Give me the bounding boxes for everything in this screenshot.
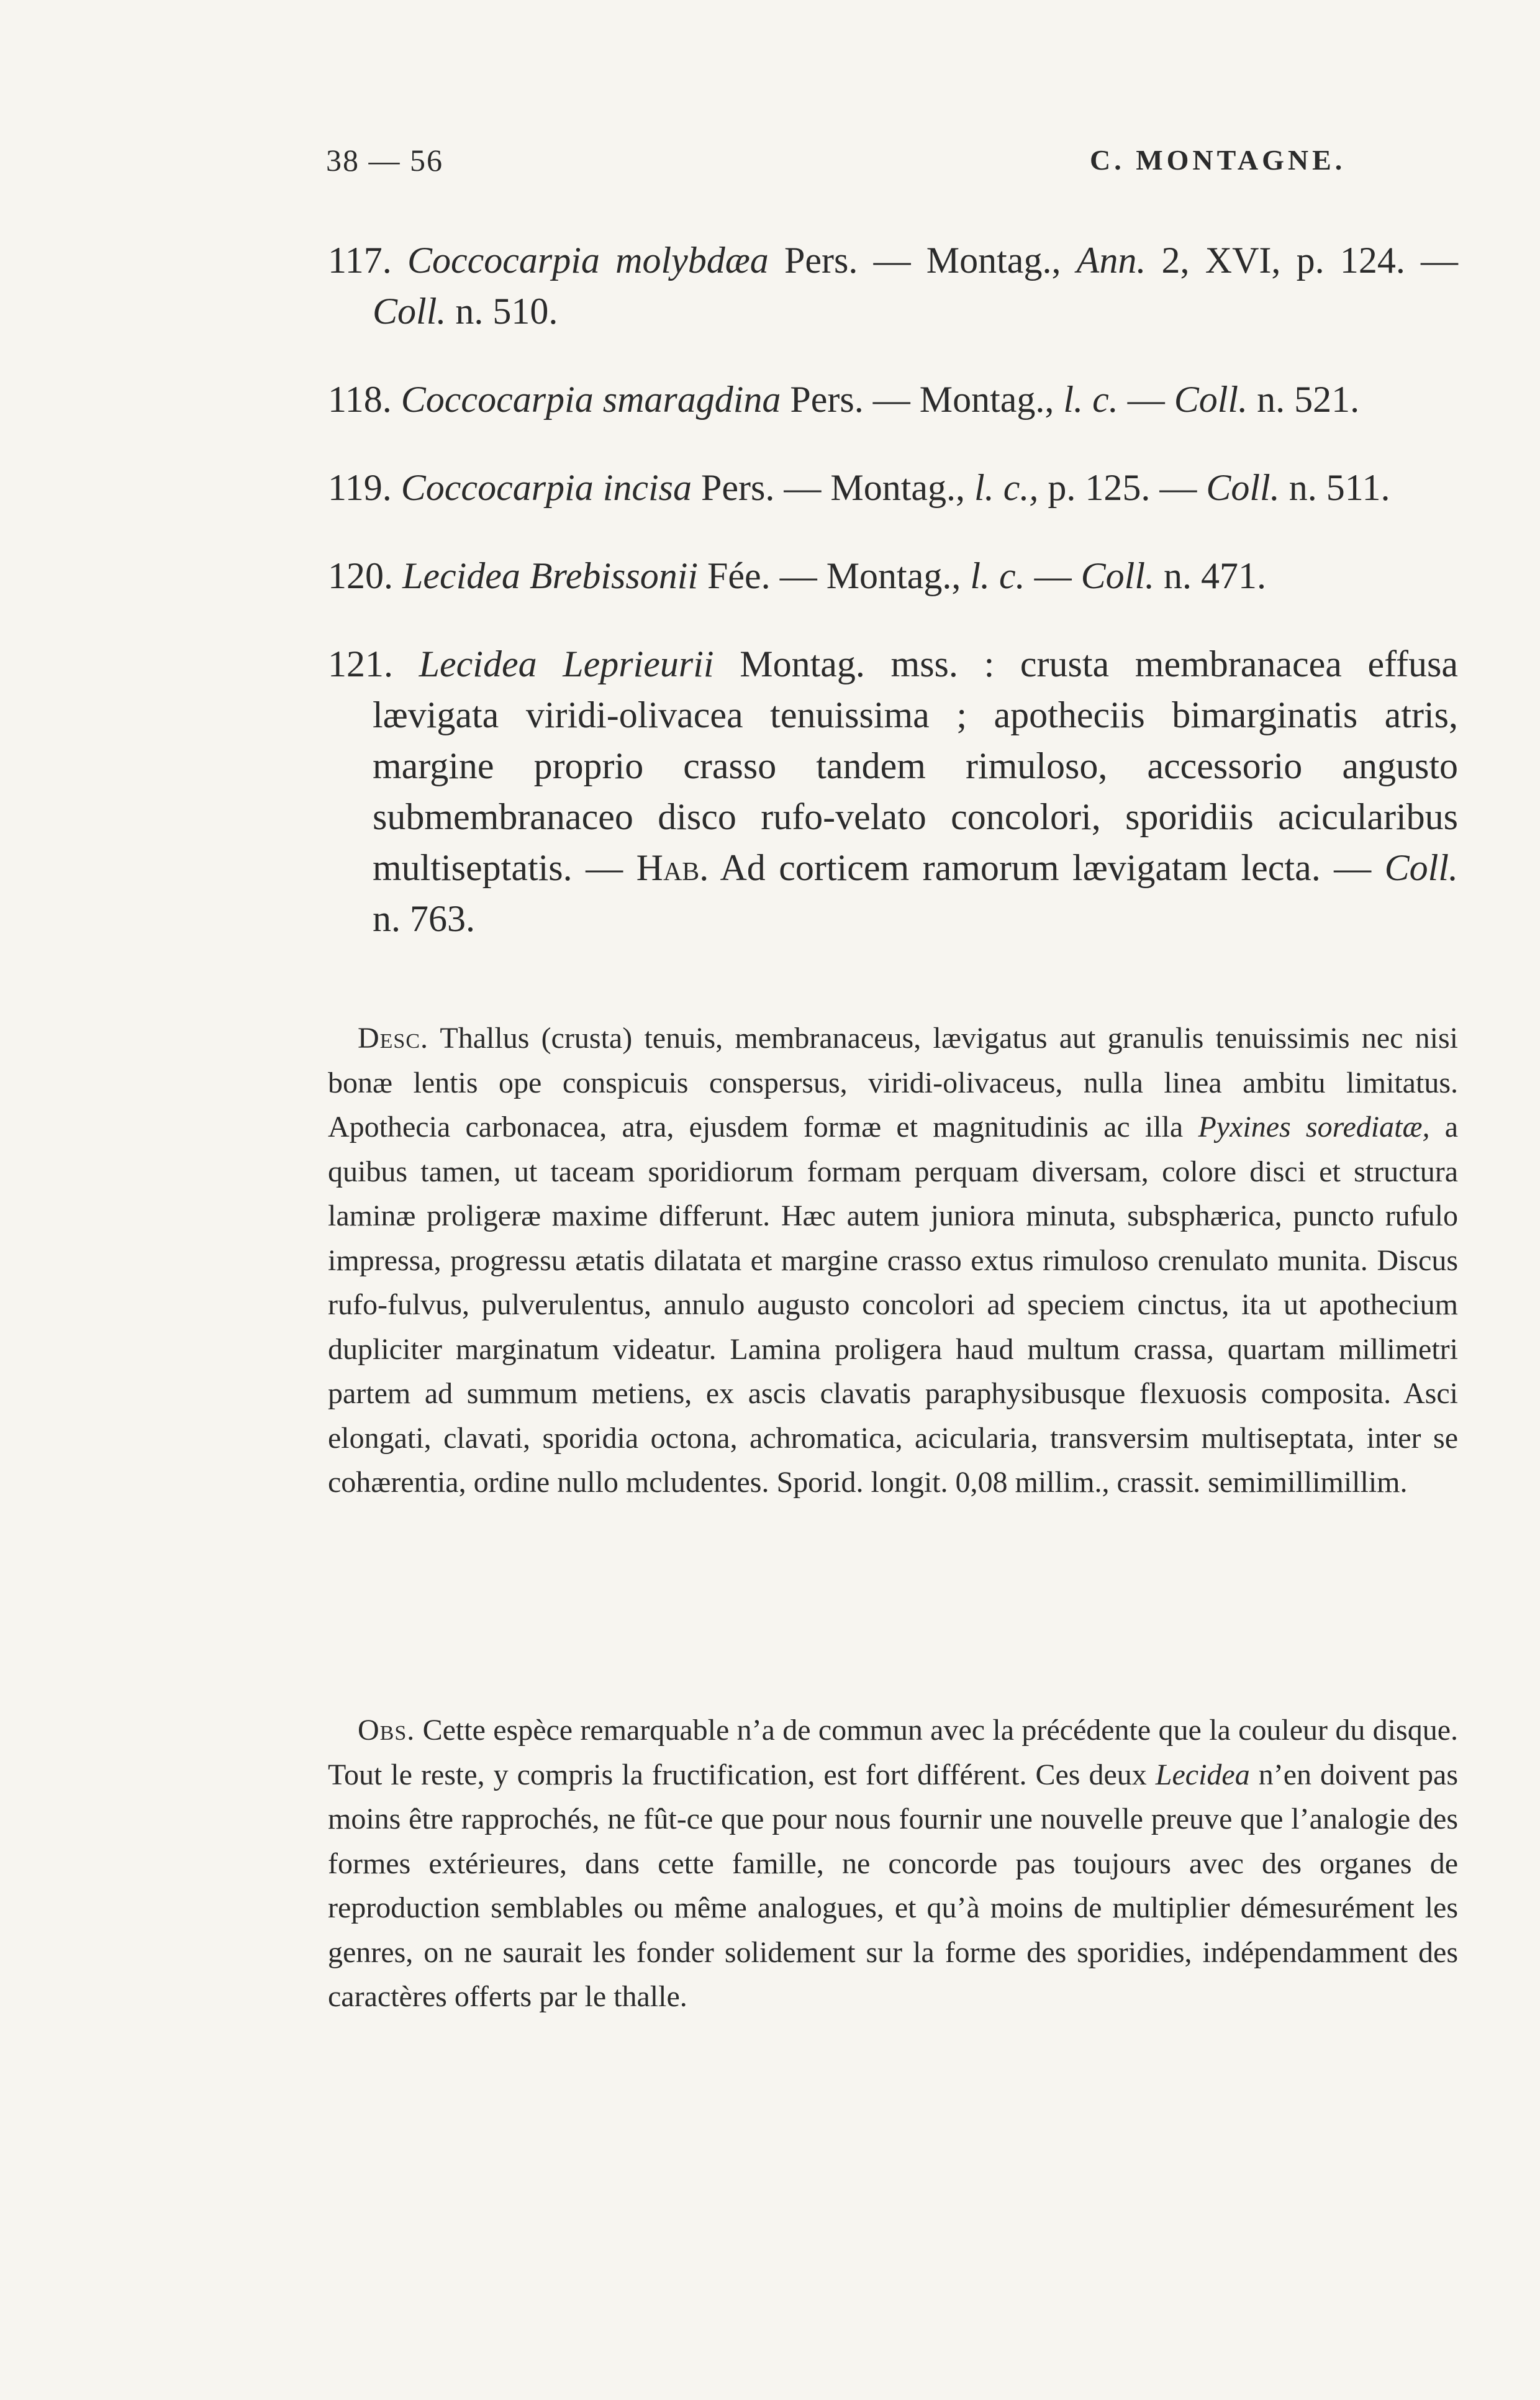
species-entry-119 (328, 462, 1458, 513)
running-head (326, 142, 1444, 179)
entry-number: 117. (328, 240, 392, 281)
reference-loc-cit: l. c. (1063, 379, 1118, 420)
taxon-name: Coccocarpia incisa (401, 467, 692, 508)
observation-paragraph (328, 1708, 1458, 2019)
page-numbers: 38 — 56 (326, 143, 443, 178)
collection-label: Coll. (1174, 379, 1248, 420)
observation-label: Obs. (358, 1714, 415, 1747)
reference: — Montag., (779, 555, 961, 596)
entry-number: 120. (328, 555, 393, 596)
reference-loc-cit: l. c., (974, 467, 1039, 508)
entry-number: 121. (328, 643, 393, 684)
taxon-authority: Pers. (784, 240, 858, 281)
description-italic-taxon: Pyxines sorediatæ, (1198, 1111, 1430, 1143)
running-head-author: C. MONTAGNE. (1090, 144, 1346, 176)
description-paragraph (328, 1016, 1458, 1505)
reference-detail: — (1127, 379, 1165, 420)
collection-label: Coll. (1080, 555, 1155, 596)
reference-detail: 2, XVI, p. 124. — (1161, 240, 1459, 281)
observation-italic-genus: Lecidea (1155, 1758, 1250, 1791)
observation-text-part2: n’en doivent pas moins être rapprochés, ne fût-ce que pour nous fournir une nouvelle preuve que l’analogie des formes extérieures, dans cette famille, ne concorde pas toujours avec des organes de reproduction semblables ou même analogues, et qu’à moins de multiplier démesurément les genres, on ne saurait les fonder solidement sur la forme des sporidies, indépendamment des caractères offerts par le thalle. (328, 1758, 1459, 2013)
species-entry-118 (328, 374, 1458, 425)
taxon-authority: Montag. mss. (740, 643, 958, 684)
species-entry-121 (328, 639, 1458, 944)
collection-number: n. 511. (1289, 467, 1390, 508)
reference-detail: — (1034, 555, 1072, 596)
collection-label: Coll. (1206, 467, 1280, 508)
taxon-authority: Fée. (707, 555, 771, 596)
taxon-authority: Pers. (790, 379, 864, 420)
collection-number: n. 521. (1257, 379, 1360, 420)
description-label: Desc. (358, 1022, 429, 1055)
description-text-part2: a quibus tamen, ut taceam sporidiorum formam perquam diversam, colore disci et structura laminæ proligeræ maxime differunt. Hæc autem juniora minuta, subsphærica, puncto rufulo impressa, progressu ætatis dilatata et margine crasso extus rimuloso crenulato munita. Discus rufo-fulvus, pulverulentus, annulo augusto concolori ad speciem cinctus, ita ut apothecium dupliciter marginatum videatur. Lamina proligera haud multum crassa, quartam millimetri partem ad summum metiens, ex ascis clavatis paraphysibusque flexuosis composita. Asci elongati, clavati, sporidia octona, achromatica, acicularia, transversim multiseptata, inter se cohærentia, ordine nullo mcludentes. Sporid. longit. 0,08 millim., crassit. semimillimillim. (328, 1111, 1459, 1499)
description-text-part1: Thallus (crusta) tenuis, membranaceus, lævigatus aut granulis tenuissimis nec nisi bonæ lentis ope conspicuis conspersus, viridi-olivaceus, nulla linea ambitu limitatus. Apothecia carbonacea, atra, ejusdem formæ et magnitudinis ac illa (328, 1022, 1459, 1143)
diagnosis: : crusta membranacea effusa lævigata viridi-olivacea tenuissima ; apotheciis bimarginatis atris, margine proprio crasso tandem rimuloso, accessorio angusto submembranaceo disco rufo-velato concolori, sporidiis acicularibus multiseptatis. — (373, 643, 1459, 888)
habitat-text: Ad corticem ramorum lævigatam lecta. — (720, 847, 1372, 888)
taxon-name: Lecidea Brebissonii (402, 555, 699, 596)
reference: — Montag., (784, 467, 966, 508)
collection-label: Coll. (373, 291, 446, 332)
reference-detail: p. 125. — (1048, 467, 1197, 508)
entry-number: 119. (328, 467, 392, 508)
species-entry-120 (328, 550, 1458, 601)
taxon-name: Coccocarpia smaragdina (401, 379, 781, 420)
collection-number: n. 471. (1164, 555, 1267, 596)
collection-number: n. 510. (455, 291, 558, 332)
species-entry-117 (328, 235, 1458, 337)
entry-number: 118. (328, 379, 392, 420)
observation-text-part1: Cette espèce remarquable n’a de commun avec la précédente que la couleur du disque. Tout le reste, y compris la fructification, est fort différent. Ces deux (328, 1714, 1459, 1791)
reference-journal: Ann. (1076, 240, 1146, 281)
reference: — Montag., (873, 240, 1061, 281)
taxon-name: Coccocarpia molybdæa (407, 240, 769, 281)
reference-loc-cit: l. c. (970, 555, 1025, 596)
taxon-name: Lecidea Leprieurii (419, 643, 714, 684)
collection-label: Coll. (1384, 847, 1459, 888)
collection-number: n. 763. (373, 898, 475, 939)
habitat-label: Hab. (636, 847, 709, 888)
species-list (328, 198, 1458, 974)
taxon-authority: Pers. (701, 467, 775, 508)
reference: — Montag., (872, 379, 1054, 420)
